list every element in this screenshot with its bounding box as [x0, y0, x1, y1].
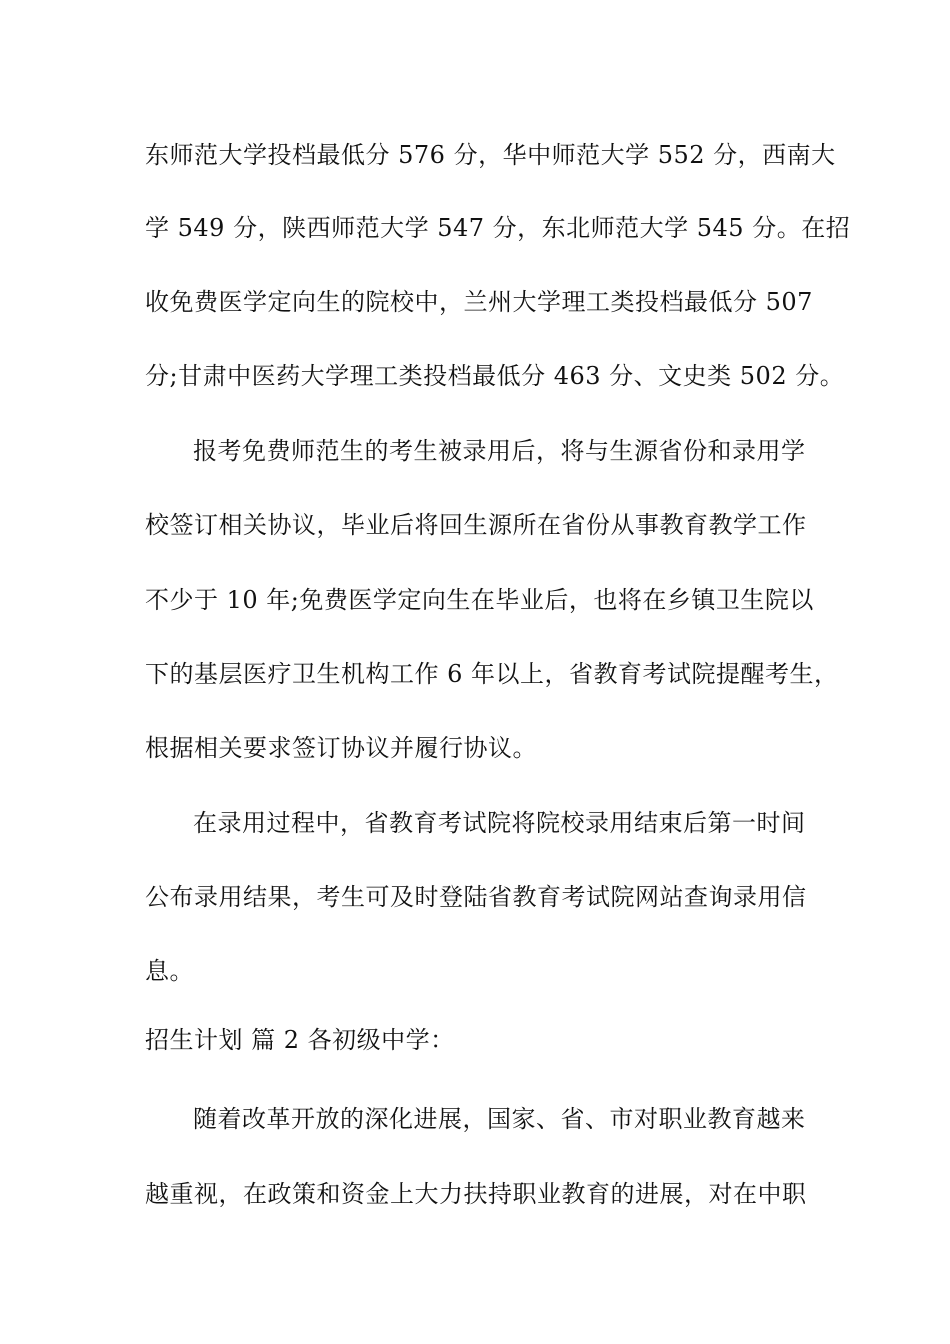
paragraph-line: 校签订相关协议，毕业后将回生源所在省份从事教育教学工作 [145, 511, 807, 539]
paragraph-line: 不少于 10 年;免费医学定向生在毕业后，也将在乡镇卫生院以 [145, 586, 814, 614]
paragraph-first-line: 在录用过程中，省教育考试院将院校录用结束后第一时间 [193, 809, 806, 837]
paragraph-line: 东师范大学投档最低分 576 分，华中师范大学 552 分，西南大 [145, 141, 836, 169]
paragraph-line: 分;甘肃中医药大学理工类投档最低分 463 分、文史类 502 分。 [145, 362, 845, 390]
paragraph-first-line: 随着改革开放的深化进展，国家、省、市对职业教育越来 [193, 1105, 806, 1133]
section-heading: 招生计划 篇 2 各初级中学： [145, 1026, 455, 1054]
paragraph-line: 越重视，在政策和资金上大力扶持职业教育的进展，对在中职 [145, 1180, 807, 1208]
paragraph-line: 学 549 分，陕西师范大学 547 分，东北师范大学 545 分。在招 [145, 214, 851, 242]
paragraph-line: 收免费医学定向生的院校中，兰州大学理工类投档最低分 507 [145, 288, 813, 316]
paragraph-line: 公布录用结果，考生可及时登陆省教育考试院网站查询录用信 [145, 883, 807, 911]
paragraph-line: 息。 [145, 957, 194, 985]
paragraph-line: 下的基层医疗卫生机构工作 6 年以上，省教育考试院提醒考生， [145, 660, 839, 688]
paragraph-line: 根据相关要求签订协议并履行协议。 [145, 734, 537, 762]
paragraph-first-line: 报考免费师范生的考生被录用后，将与生源省份和录用学 [193, 437, 806, 465]
